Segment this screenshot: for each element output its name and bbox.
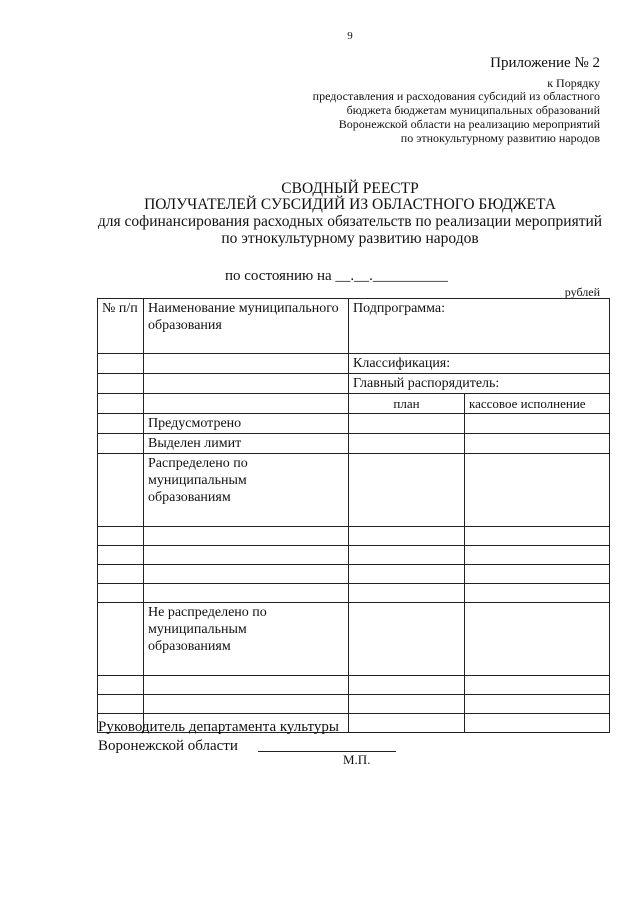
appendix-line: к Порядку: [547, 76, 600, 90]
row-label: Выделен лимит: [144, 434, 349, 454]
table-row: [98, 354, 610, 374]
document-subtitle: для софинансирования расходных обязательств по реализации мероприятий: [97, 213, 603, 230]
column-name-header: Наименование муниципального образования: [144, 299, 349, 354]
column-number-header: № п/п: [98, 299, 144, 354]
document-subtitle: по этнокультурному развитию народов: [221, 230, 479, 247]
page-number: 9: [347, 30, 353, 42]
appendix-line: по этнокультурному развитию народов: [400, 131, 600, 145]
register-table: [97, 298, 610, 733]
table-row: [98, 394, 610, 414]
table-row: [98, 454, 610, 527]
table-row: [98, 676, 610, 695]
table-row: [98, 414, 610, 434]
classification-cell: Классификация:: [349, 354, 610, 374]
row-label: Распределено по муниципальным образованиям: [144, 454, 349, 527]
signer-title: Руководитель департамента культуры Воронежской области: [98, 719, 339, 754]
units-label: рублей: [564, 285, 600, 299]
document-title: СВОДНЫЙ РЕЕСТР: [281, 180, 419, 197]
table-row: [98, 527, 610, 546]
appendix-line: Воронежской области на реализацию мероприятий: [338, 117, 600, 131]
as-of-date: по состоянию на __.__.__________: [225, 268, 448, 284]
subprogram-cell: Подпрограмма:: [349, 299, 610, 354]
row-label: Не распределено по муниципальным образованиям: [144, 603, 349, 676]
appendix-line: бюджета бюджетам муниципальных образований: [346, 103, 600, 117]
row-label: Предусмотрено: [144, 414, 349, 434]
table-row: [98, 434, 610, 454]
table-row: [98, 374, 610, 394]
plan-header: план: [349, 394, 465, 414]
appendix-line: предоставления и расходования субсидий из областного: [312, 89, 600, 103]
stamp-label: М.П.: [343, 752, 371, 767]
signature-line: [258, 736, 396, 752]
table-row: [98, 695, 610, 714]
table-row: [98, 603, 610, 676]
main-manager-cell: Главный распорядитель:: [349, 374, 610, 394]
table-row: [98, 299, 610, 354]
cash-header: кассовое исполнение: [465, 394, 610, 414]
appendix-title: Приложение № 2: [490, 55, 600, 71]
table-row: [98, 546, 610, 565]
table-row: [98, 584, 610, 603]
document-title: ПОЛУЧАТЕЛЕЙ СУБСИДИЙ ИЗ ОБЛАСТНОГО БЮДЖЕТА: [144, 196, 556, 213]
table-row: [98, 565, 610, 584]
